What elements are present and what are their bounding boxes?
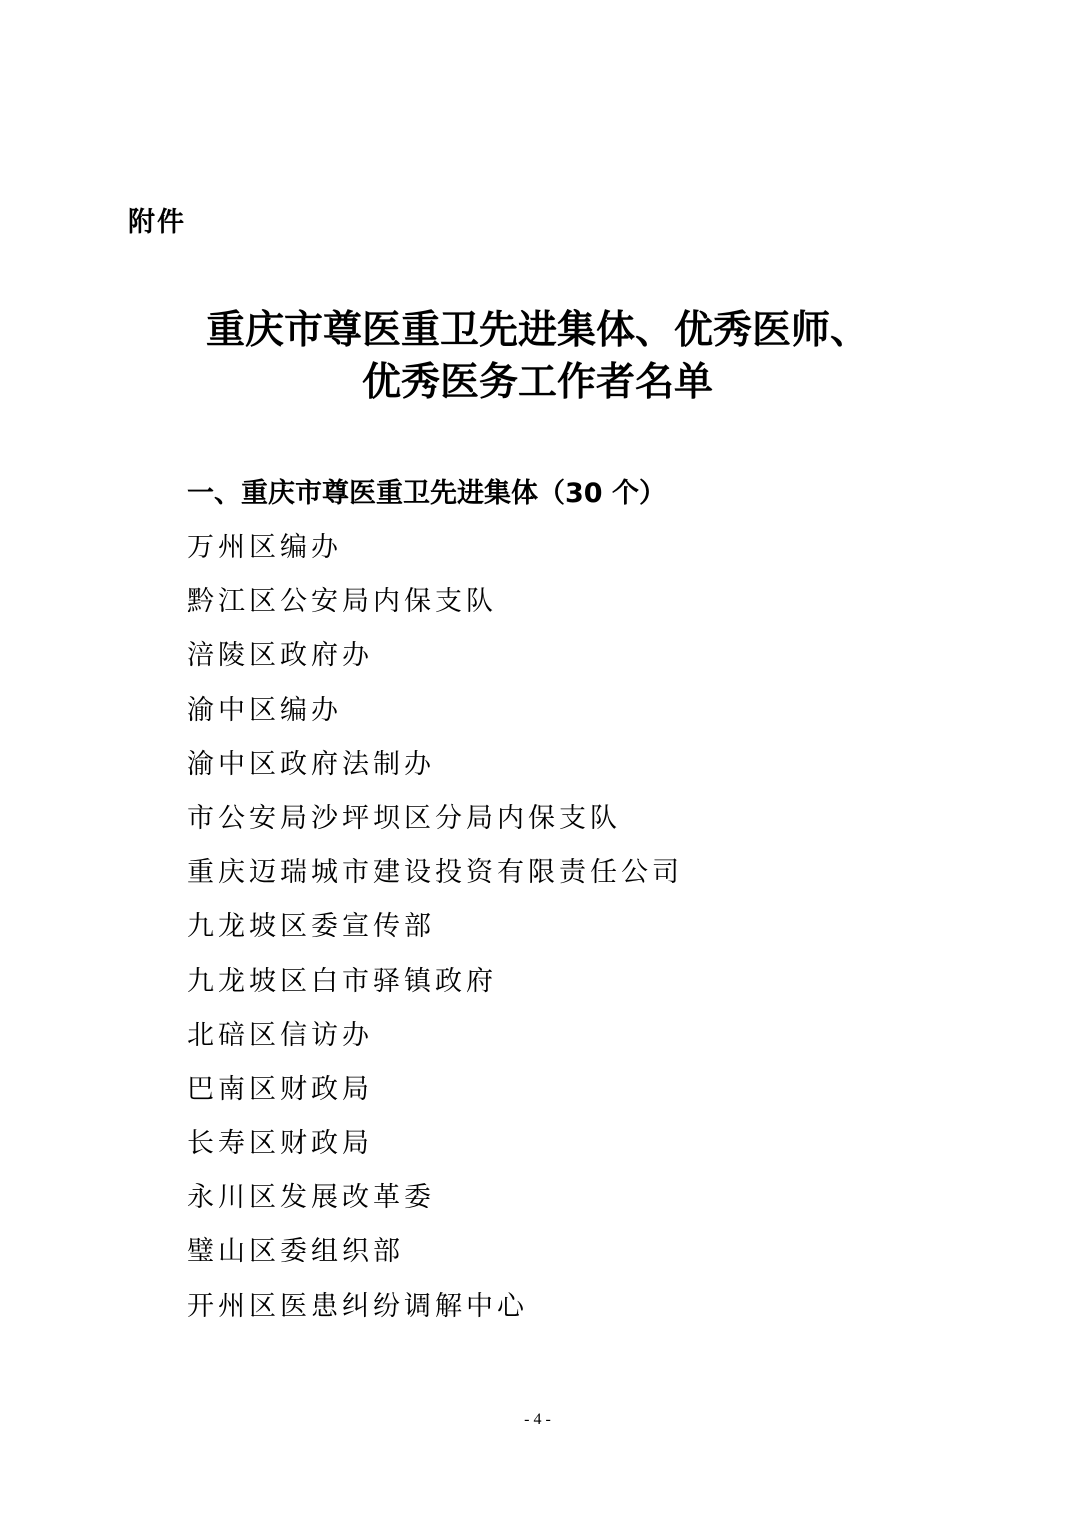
- list-item: 永川区发展改革委: [187, 1182, 435, 1214]
- document-title: [0, 304, 1075, 408]
- list-item: 长寿区财政局: [187, 1128, 373, 1160]
- section-heading: 一、重庆市尊医重卫先进集体（30 个）: [187, 478, 666, 509]
- list-item: 巴南区财政局: [187, 1073, 373, 1105]
- attachment-label: 附件: [128, 207, 186, 238]
- list-item: 渝中区政府法制办: [187, 748, 435, 780]
- unit-list: [187, 530, 683, 1343]
- list-item: 黔江区公安局内保支队: [187, 586, 497, 618]
- document-title-line-1: 重庆市尊医重卫先进集体、优秀医师、: [205, 307, 869, 353]
- list-item: 重庆迈瑞城市建设投资有限责任公司: [187, 857, 683, 889]
- list-item: 九龙坡区白市驿镇政府: [187, 965, 497, 997]
- document-title-line-2: 优秀医务工作者名单: [361, 359, 713, 405]
- list-item: 涪陵区政府办: [187, 640, 373, 672]
- list-item: 北碚区信访办: [187, 1019, 373, 1051]
- list-item: 万州区编办: [187, 532, 342, 563]
- list-item: 开州区医患纠纷调解中心: [187, 1290, 528, 1322]
- list-item: 九龙坡区委宣传部: [187, 911, 435, 943]
- page-number: - 4 -: [524, 1411, 551, 1428]
- list-item: 璧山区委组织部: [187, 1236, 404, 1268]
- list-item: 渝中区编办: [187, 694, 342, 726]
- list-item: 市公安局沙坪坝区分局内保支队: [187, 802, 621, 834]
